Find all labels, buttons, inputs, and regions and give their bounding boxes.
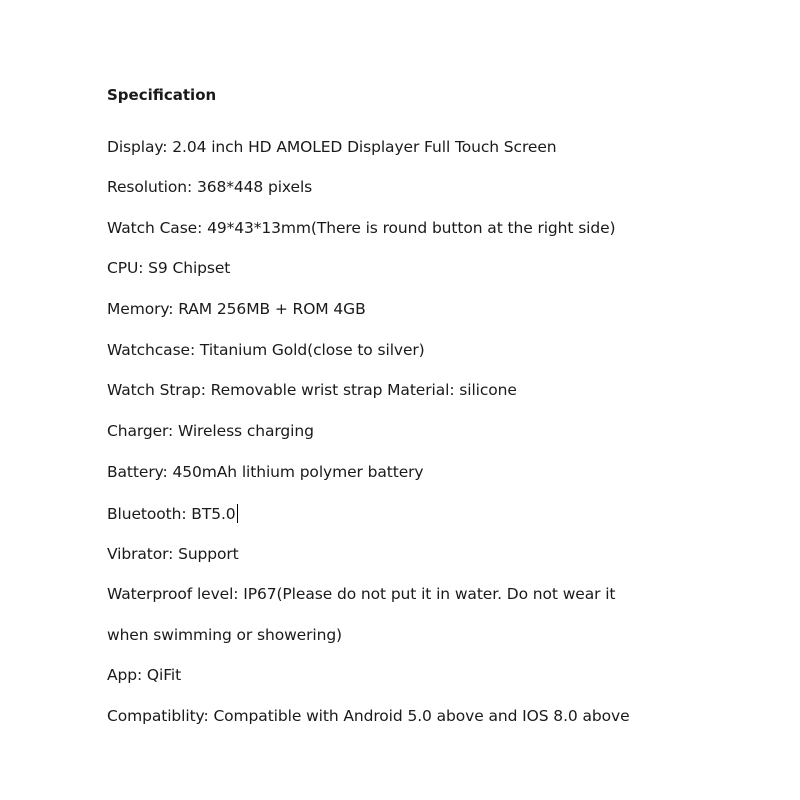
spec-line-watch-case: Watch Case: 49*43*13mm(There is round button at the right side) [107, 219, 616, 237]
spec-line-battery: Battery: 450mAh lithium polymer battery [107, 463, 424, 481]
spec-line-charger: Charger: Wireless charging [107, 422, 314, 440]
spec-line-app: App: QiFit [107, 666, 182, 684]
spec-line-memory: Memory: RAM 256MB + ROM 4GB [107, 300, 366, 318]
document-title: Specification [107, 86, 217, 104]
spec-line-waterproof-continued: when swimming or showering) [107, 626, 343, 644]
spec-line-resolution: Resolution: 368*448 pixels [107, 178, 313, 196]
spec-line-watchcase: Watchcase: Titanium Gold(close to silver) [107, 341, 425, 359]
spec-line-waterproof: Waterproof level: IP67(Please do not put it in water. Do not wear it [107, 585, 616, 603]
spec-line-display: Display: 2.04 inch HD AMOLED Displayer Full Touch Screen [107, 138, 557, 156]
text-cursor [237, 504, 238, 523]
spec-line-cpu: CPU: S9 Chipset [107, 259, 231, 277]
spec-line-bluetooth[interactable]: Bluetooth: BT5.0 [107, 505, 236, 523]
spec-line-vibrator: Vibrator: Support [107, 545, 239, 563]
spec-line-compatibility: Compatiblity: Compatible with Android 5.0 above and IOS 8.0 above [107, 707, 630, 725]
spec-line-watch-strap: Watch Strap: Removable wrist strap Material: silicone [107, 381, 517, 399]
